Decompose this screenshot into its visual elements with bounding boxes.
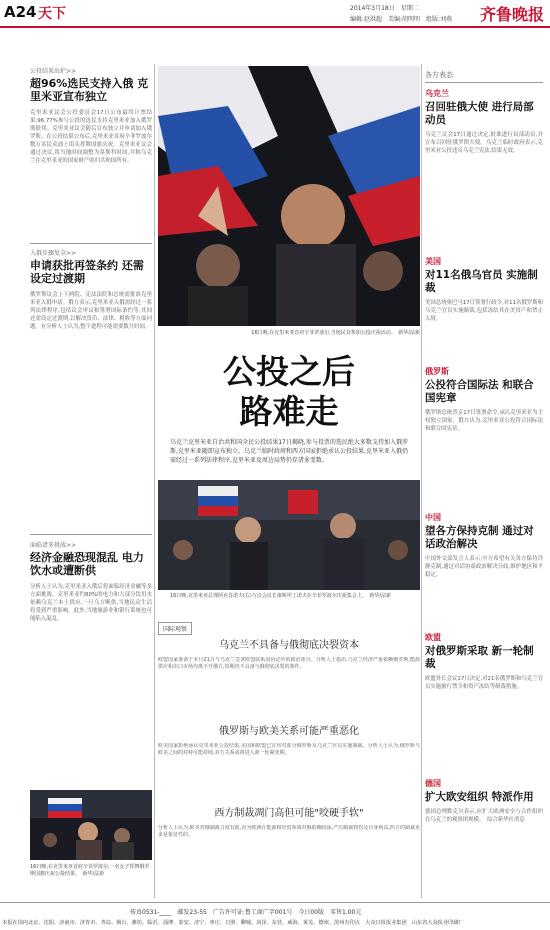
main-headline-block (158, 352, 420, 432)
footer-info: 传真0531-____ 邮发23-55 广告许可证:鲁工商广字001号 今日00版 零售1.00元 (130, 909, 362, 916)
reaction-title: 扩大欧安组织 特派作用 (425, 791, 534, 803)
country-name: 俄罗斯 (425, 367, 449, 376)
article-procedure (30, 248, 152, 519)
page-number: A24 (4, 3, 37, 21)
issue-date: 2014年3月18日 星期二 (350, 5, 419, 12)
article2-title: 俄罗斯与欧美关系可能严重恶化 (219, 726, 359, 737)
article-kicker: 公投结果出炉>> (30, 68, 77, 75)
crimea-leaders-photo (158, 480, 420, 590)
lead-text: 乌克兰克里米亚自治共和国全民公投结果17日揭晓,参与投票的选民绝大多数支持加入俄罗斯,克里米亚随即宣布独立。乌克兰临时政府和西方国家拒绝承认公投结果,克里米亚入俄仍需经过一系列法律程序,克里米亚及周边局势仍存诸多变数。 (170, 439, 408, 464)
photo-caption: 16日晚,在克里米亚首府辛菲罗波尔,一名女子挥舞俄罗斯国旗庆祝公投结果。 新华/法新 (30, 864, 150, 877)
reactions-label: 各方表态 (425, 70, 543, 83)
divider (30, 243, 152, 244)
section-name: 天下 (38, 6, 66, 22)
leaders-photo-caption: 16日晚,克里米亚总理阿克肖诺夫(右)与议会议长康斯坦丁诺夫在辛菲罗波尔庆祝集会上。 新华/法新 (170, 593, 392, 599)
country-name: 乌克兰 (425, 89, 449, 98)
newspaper-logo: 齐鲁晚报 (479, 5, 544, 24)
box-label: 国际观察 (158, 622, 192, 635)
article-challenges (30, 540, 152, 759)
article-kicker: 入俄步骤复杂>> (30, 250, 77, 257)
article3-body: 分析人士认为,欧美对俄制裁力度有限,因为欧洲在能源和经贸领域对俄依赖较深,严厉制裁将伤及自身利益,西方的制裁更多是象征性的。 (158, 825, 420, 839)
commentary-box (158, 616, 420, 871)
reaction-ukraine (425, 88, 543, 235)
box-body: 欧盟国家准备于本月21日与乌克兰签署欧盟联系国协定中的政治部分。分析人士指出,乌克兰经济严重依赖俄罗斯,能源供应和出口市场均离不开俄方,短期内不具备与俄彻底决裂的条件。 (158, 657, 420, 671)
reaction-title: 对11名俄乌官员 实施制裁 (425, 269, 538, 294)
reaction-germany (425, 778, 543, 872)
reaction-title: 望各方保持克制 通过对话政治解决 (425, 525, 534, 550)
page-footer (0, 902, 550, 930)
reaction-eu (425, 632, 543, 775)
reaction-title: 公投符合国际法 和联合国宪章 (425, 379, 534, 404)
country-name: 中国 (425, 513, 441, 522)
reaction-title: 对俄罗斯采取 新一轮制裁 (425, 645, 534, 670)
article2-body: 欧美国家拒绝承认克里米亚公投结果,美国和欧盟已宣布对部分俄罗斯及乌克兰官员实施制裁。分析人士认为,俄罗斯与欧美之间的对峙可能持续,双方关系或将进入新一轮紧张期。 (158, 743, 420, 757)
divider (30, 534, 152, 535)
article-body: 克里米亚议会公投委员会17日公布最终计票结果,96.77%参与公投的选民支持克里米亚加入俄罗斯联邦。克里米亚议会随后宣布独立并申请加入俄罗斯。在公投结果公布后,克里米亚首府辛菲罗波尔数万名民众涌上街头挥舞国旗庆祝。克里米亚议会通过决议,将当地时间调整为莫斯科时间,并称乌克兰在克里米亚的国家财产收归共和国所有。 (30, 110, 152, 164)
column-divider (421, 64, 422, 898)
country-name: 德国 (425, 779, 441, 788)
reaction-russia (425, 366, 543, 499)
main-headline: 公投之后 路难走 (223, 352, 355, 431)
main-photo-caption: 16日晚,在克里米亚首府辛菲罗波尔,当地民众参加公投庆祝活动。 新华/法新 (251, 330, 420, 336)
article-title: 超96%选民支持入俄 克里米亚宣布独立 (30, 77, 149, 103)
reaction-body: 欧盟外长会议17日决定,对21名俄罗斯和乌克兰官员实施旅行禁令和资产冻结等制裁措施。 (425, 676, 543, 690)
reaction-title: 召回驻俄大使 进行局部动员 (425, 101, 534, 126)
reaction-china (425, 512, 543, 615)
article-title: 申请获批再签条约 还需设定过渡期 (30, 259, 144, 285)
celebration-photo-left (30, 790, 152, 860)
reaction-body: 俄罗斯总统普京17日签署命令,承认克里米亚为主权独立国家。俄方认为,克里米亚公投符合国际法和联合国宪章。 (425, 410, 543, 432)
reaction-usa (425, 256, 543, 363)
footer-printing: 本报在国内北京、沈阳、济南市、济青市、青岛、烟台、潍坊、临沂、淄博、泰安、济宁、枣庄、日照、聊城、菏泽、东营、威海、莱芜、德州、滨州有印点 大众日报报业集团 山东省大众报业印刷厂 (2, 920, 464, 926)
reaction-body: 乌克兰议会17日通过决定,批准进行局部动员,并宣布召回驻俄罗斯大使。乌克兰临时政府表示,克里米亚公投违反乌克兰宪法,结果无效。 (425, 132, 543, 154)
main-lead (170, 438, 408, 465)
reaction-body: 德国总理默克尔表示,应扩大欧洲安全与合作组织在乌克兰的观察团规模。 综合新华社消息 (425, 809, 543, 823)
country-name: 美国 (425, 257, 441, 266)
article-title: 经济金融恐现混乱 电力饮水或遭断供 (30, 551, 144, 577)
reactions-column (425, 70, 543, 83)
country-name: 欧盟 (425, 633, 441, 642)
reaction-body: 美国总统奥巴马17日签署行政令,对11名俄罗斯和乌克兰官员实施制裁,包括冻结其在美资产和禁止入境。 (425, 300, 543, 322)
article-body: 分析人士认为,克里米亚入俄后将面临经济金融等多方面挑战。克里米亚约80%的电力和大部分饮用水依赖乌克兰本土供应,一旦乌方断供,当地民众生活将受到严重影响。此外,当地旅游业和银行系统也可能陷入混乱。 (30, 584, 152, 622)
box-title: 乌克兰不具备与俄彻底决裂资本 (219, 640, 359, 651)
main-photo (158, 66, 420, 326)
column-divider (154, 64, 155, 898)
article-body: 俄罗斯议会上下两院、宪法法院和总统需批准克里米亚入俄申请。俄方表示,克里米亚入俄需经过一系列法律程序,包括议会审议和签署国际条约等,其间还需设定过渡期,以解决货币、法律、税收等方面问题。有分析人士认为,整个进程可能需要数月时间。 (30, 292, 152, 330)
reaction-body: 中国外交部发言人表示,中方希望有关各方保持冷静克制,通过对话协商政治解决分歧,维护地区和平稳定。 (425, 556, 543, 578)
editor-credits: 编辑:赵洪超 美编:胡明明 组版:刘燕 (350, 16, 453, 23)
article3-title: 西方制裁凋门高但可能"咬硬手软" (214, 808, 364, 819)
article-kicker: 面临诸多挑战>> (30, 542, 77, 549)
article-independence (30, 66, 152, 243)
page-header (0, 0, 550, 28)
